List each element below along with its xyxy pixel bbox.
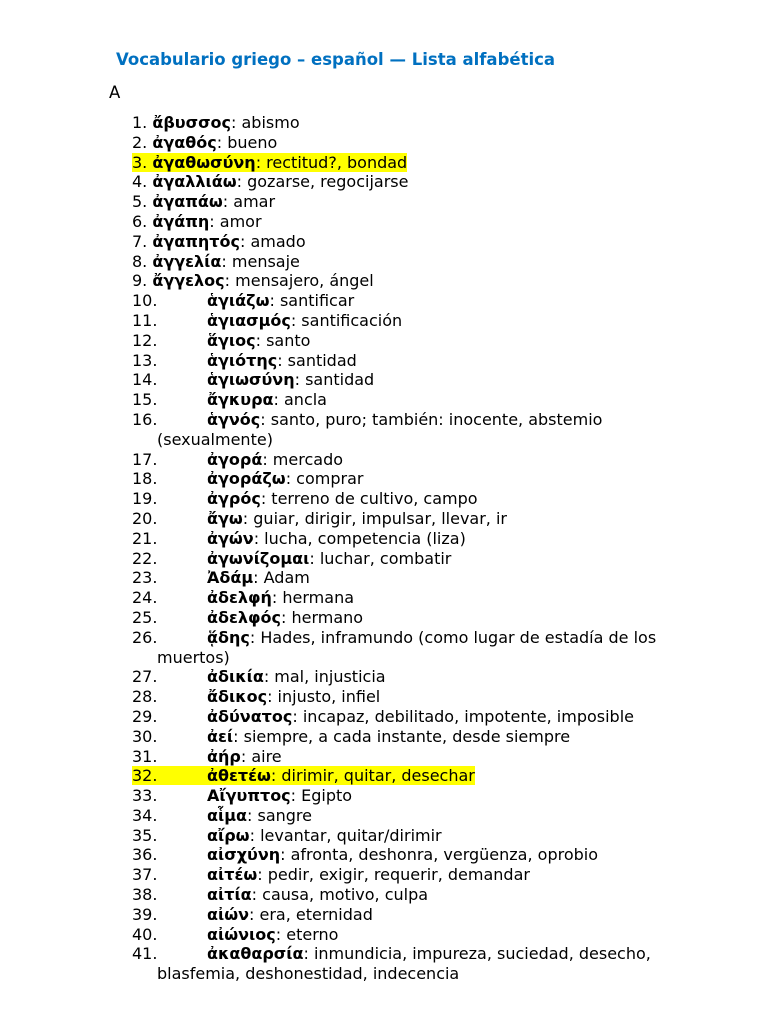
entry-number: 9. xyxy=(132,271,148,291)
entry-number: 37. xyxy=(132,865,158,885)
list-item xyxy=(132,113,732,133)
greek-term: ἀγοράζω xyxy=(207,469,286,489)
spanish-definition: : santo, puro; también: inocente, abstemio xyxy=(260,409,603,429)
section-letter: A xyxy=(109,83,121,102)
spanish-definition: : hermana xyxy=(271,588,355,608)
spanish-definition: : incapaz, debilitado, impotente, imposible xyxy=(292,706,634,726)
entry-number: 39. xyxy=(132,904,158,924)
spanish-definition: : comprar xyxy=(285,469,364,489)
spanish-definition: : mercado xyxy=(262,449,344,469)
entry-number: 34. xyxy=(132,805,158,825)
entry-line xyxy=(132,469,363,488)
spanish-definition: : santidad xyxy=(294,370,375,390)
entry-number: 1. xyxy=(132,113,148,132)
entry-number: 6. xyxy=(132,211,148,231)
entry-number: 33. xyxy=(132,786,158,806)
entry-line xyxy=(132,172,408,191)
entry-line xyxy=(132,153,407,172)
greek-term: ἄβυσσος xyxy=(152,113,232,132)
greek-term: ἀγγελία xyxy=(152,251,222,271)
list-item xyxy=(132,885,732,905)
entry-number: 4. xyxy=(132,172,148,192)
spanish-definition: : terreno de cultivo, campo xyxy=(260,489,478,509)
greek-term: ἀγορά xyxy=(207,449,263,469)
greek-term: ἄγκυρα xyxy=(207,390,274,410)
greek-term: ᾅδης xyxy=(207,627,250,647)
spanish-definition: : abismo xyxy=(231,113,300,132)
entry-line xyxy=(132,667,386,686)
list-item xyxy=(132,667,732,687)
entry-line xyxy=(132,608,363,627)
list-item xyxy=(132,608,732,628)
list-item xyxy=(132,252,732,272)
entry-line xyxy=(132,845,598,864)
list-item xyxy=(132,766,732,786)
spanish-definition: : hermano xyxy=(281,607,364,627)
spanish-definition: : bueno xyxy=(216,132,278,152)
greek-term: ἀγαλλιάω xyxy=(152,172,237,192)
greek-term: ἀγών xyxy=(207,528,254,548)
spanish-definition: : guiar, dirigir, impulsar, llevar, ir xyxy=(242,508,507,528)
spanish-definition: : Adam xyxy=(253,568,310,588)
entry-line xyxy=(132,687,380,706)
entry-number: 22. xyxy=(132,548,158,568)
greek-term: ἀκαθαρσία xyxy=(207,944,304,964)
list-item xyxy=(132,469,732,489)
spanish-definition: : sangre xyxy=(247,805,312,825)
entry-number: 23. xyxy=(132,568,158,588)
spanish-definition: : lucha, competencia (liza) xyxy=(253,528,466,548)
list-item xyxy=(132,588,732,608)
list-item xyxy=(132,133,732,153)
entry-line xyxy=(132,727,570,746)
entry-line xyxy=(132,885,428,904)
list-item xyxy=(132,786,732,806)
entry-number: 36. xyxy=(132,845,158,865)
entry-number: 15. xyxy=(132,390,158,410)
entry-line xyxy=(132,133,277,152)
entry-number: 16. xyxy=(132,409,158,429)
entry-line xyxy=(132,212,262,231)
entry-line xyxy=(132,252,300,271)
greek-term: αἰσχύνη xyxy=(207,845,281,865)
entry-number: 25. xyxy=(132,607,158,627)
entry-line xyxy=(132,390,327,409)
entry-line xyxy=(132,351,357,370)
greek-term: ἀήρ xyxy=(207,746,241,766)
entry-line xyxy=(132,232,306,251)
greek-term: ἀγρός xyxy=(207,489,261,509)
entry-number: 20. xyxy=(132,508,158,528)
entry-line xyxy=(132,450,343,469)
entry-number: 10. xyxy=(132,291,158,311)
greek-term: ἀγαπάω xyxy=(152,192,223,212)
entry-number: 14. xyxy=(132,370,158,390)
greek-term: ἀθετέω xyxy=(207,766,271,786)
list-item xyxy=(132,707,732,727)
entry-number: 21. xyxy=(132,528,158,548)
spanish-definition: : causa, motivo, culpa xyxy=(251,885,429,905)
entry-number: 26. xyxy=(132,627,158,647)
spanish-definition: : amor xyxy=(209,211,262,231)
greek-term: ἀγωνίζομαι xyxy=(207,548,310,568)
list-item xyxy=(132,687,732,707)
spanish-definition: : ancla xyxy=(273,390,327,410)
spanish-definition: : era, eternidad xyxy=(249,904,373,924)
list-item xyxy=(132,172,732,192)
entry-number: 28. xyxy=(132,687,158,707)
entry-line xyxy=(132,568,310,587)
list-item xyxy=(132,153,732,173)
list-item xyxy=(132,311,732,331)
greek-term: ἄγγελος xyxy=(152,271,225,291)
spanish-definition: : levantar, quitar/dirimir xyxy=(249,825,442,845)
entry-number: 31. xyxy=(132,746,158,766)
list-item xyxy=(132,232,732,252)
spanish-definition: : siempre, a cada instante, desde siempre xyxy=(233,726,571,746)
greek-term: ἀγαπητός xyxy=(152,231,240,251)
greek-term: ἁγνός xyxy=(207,409,261,429)
spanish-definition: : dirimir, quitar, desechar xyxy=(270,766,475,786)
list-item xyxy=(132,410,732,450)
document-title: Vocabulario griego – español — Lista alfabética xyxy=(116,50,556,69)
entry-number: 35. xyxy=(132,825,158,845)
spanish-definition: : injusto, infiel xyxy=(267,687,381,707)
greek-term: ἄδικος xyxy=(207,687,268,707)
list-item xyxy=(132,529,732,549)
greek-term: ἀδικία xyxy=(207,667,264,687)
definition-continuation: blasfemia, deshonestidad, indecencia xyxy=(157,964,460,984)
greek-term: ἁγιασμός xyxy=(207,310,291,330)
entry-line xyxy=(132,925,338,944)
list-item xyxy=(132,905,732,925)
spanish-definition: : rectitud?, bondad xyxy=(255,152,408,172)
list-item xyxy=(132,331,732,351)
greek-term: αἰτέω xyxy=(207,865,258,885)
entry-line xyxy=(132,509,507,528)
entry-number: 40. xyxy=(132,924,158,944)
entry-number: 38. xyxy=(132,885,158,905)
entry-line xyxy=(132,489,478,508)
entry-number: 24. xyxy=(132,588,158,608)
spanish-definition: : santo xyxy=(255,330,311,350)
list-item xyxy=(132,845,732,865)
spanish-definition: : santificación xyxy=(290,310,403,330)
greek-term: ἀεί xyxy=(207,726,234,746)
spanish-definition: : mensaje xyxy=(221,251,300,271)
entry-number: 5. xyxy=(132,192,148,212)
greek-term: αἴρω xyxy=(207,825,250,845)
greek-term: Ἀδάμ xyxy=(207,568,254,588)
list-item xyxy=(132,925,732,945)
entry-line xyxy=(132,113,300,132)
greek-term: ἁγιότης xyxy=(207,350,278,370)
entry-number: 2. xyxy=(132,132,148,152)
greek-term: ἅγιος xyxy=(207,330,256,350)
entry-number: 30. xyxy=(132,726,158,746)
list-item xyxy=(132,865,732,885)
definition-continuation: muertos) xyxy=(157,647,230,667)
entry-number: 29. xyxy=(132,706,158,726)
greek-term: ἀγαθός xyxy=(152,132,217,152)
entry-number: 3. xyxy=(132,152,148,172)
entry-line xyxy=(132,786,352,805)
list-item xyxy=(132,944,732,984)
entry-number: 17. xyxy=(132,449,158,469)
list-item xyxy=(132,271,732,291)
spanish-definition: : amar xyxy=(222,192,276,212)
entry-number: 12. xyxy=(132,330,158,350)
greek-term: ἄγω xyxy=(207,508,243,528)
entry-line xyxy=(132,370,374,389)
greek-term: ἀγάπη xyxy=(152,211,210,231)
entry-line xyxy=(132,628,656,647)
list-item xyxy=(132,549,732,569)
entry-line xyxy=(132,944,651,963)
greek-term: αἰτία xyxy=(207,885,252,905)
spanish-definition: : afronta, deshonra, vergüenza, oprobio xyxy=(280,845,599,865)
entry-line xyxy=(132,331,310,350)
list-item xyxy=(132,806,732,826)
entry-line xyxy=(132,549,451,568)
entry-number: 8. xyxy=(132,251,148,271)
entry-line xyxy=(132,806,312,825)
spanish-definition: : pedir, exigir, requerir, demandar xyxy=(257,865,530,885)
entry-line xyxy=(132,905,373,924)
spanish-definition: : inmundicia, impureza, suciedad, desecho, xyxy=(303,944,651,964)
greek-term: ἁγιάζω xyxy=(207,291,270,311)
spanish-definition: : luchar, combatir xyxy=(309,548,452,568)
spanish-definition: : amado xyxy=(239,231,306,251)
entry-line xyxy=(132,747,282,766)
list-item xyxy=(132,351,732,371)
entry-line xyxy=(132,311,402,330)
greek-term: αἷμα xyxy=(207,805,247,825)
list-item xyxy=(132,450,732,470)
list-item xyxy=(132,628,732,668)
list-item xyxy=(132,192,732,212)
entry-number: 41. xyxy=(132,944,158,964)
entry-line xyxy=(132,410,602,429)
greek-term: ἀδύνατος xyxy=(207,706,293,726)
entry-line xyxy=(132,271,374,290)
list-item xyxy=(132,727,732,747)
greek-term: αἰών xyxy=(207,904,250,924)
greek-term: ἀδελφός xyxy=(207,607,282,627)
entry-number: 32. xyxy=(132,766,158,786)
list-item xyxy=(132,747,732,767)
entry-line xyxy=(132,291,354,310)
greek-term: αἰώνιος xyxy=(207,924,276,944)
spanish-definition: : Hades, inframundo (como lugar de estadía de los xyxy=(249,627,657,647)
entry-number: 11. xyxy=(132,310,158,330)
list-item xyxy=(132,568,732,588)
greek-term: Αἴγυπτος xyxy=(207,786,291,806)
list-item xyxy=(132,291,732,311)
entry-number: 7. xyxy=(132,231,148,251)
list-item xyxy=(132,390,732,410)
spanish-definition: : mensajero, ángel xyxy=(224,271,374,291)
greek-term: ἀδελφή xyxy=(207,588,272,608)
list-item xyxy=(132,489,732,509)
spanish-definition: : mal, injusticia xyxy=(263,667,386,687)
entry-line xyxy=(132,766,475,785)
entry-line xyxy=(132,826,442,845)
entry-number: 27. xyxy=(132,667,158,687)
spanish-definition: : Egipto xyxy=(290,786,353,806)
list-item xyxy=(132,509,732,529)
spanish-definition: : santidad xyxy=(277,350,357,370)
entry-line xyxy=(132,529,466,548)
list-item xyxy=(132,826,732,846)
entry-line xyxy=(132,865,530,884)
definition-continuation: (sexualmente) xyxy=(157,429,273,449)
spanish-definition: : gozarse, regocijarse xyxy=(236,172,409,192)
spanish-definition: : santificar xyxy=(269,291,355,311)
greek-term: ἁγιωσύνη xyxy=(207,370,295,390)
vocabulary-list xyxy=(132,113,732,984)
entry-number: 13. xyxy=(132,350,158,370)
entry-line xyxy=(132,707,634,726)
entry-number: 18. xyxy=(132,469,158,489)
entry-line xyxy=(132,588,354,607)
greek-term: ἀγαθωσύνη xyxy=(152,152,256,172)
entry-line xyxy=(132,192,275,211)
spanish-definition: : eterno xyxy=(275,924,339,944)
list-item xyxy=(132,370,732,390)
entry-number: 19. xyxy=(132,489,158,509)
list-item xyxy=(132,212,732,232)
spanish-definition: : aire xyxy=(240,746,282,766)
